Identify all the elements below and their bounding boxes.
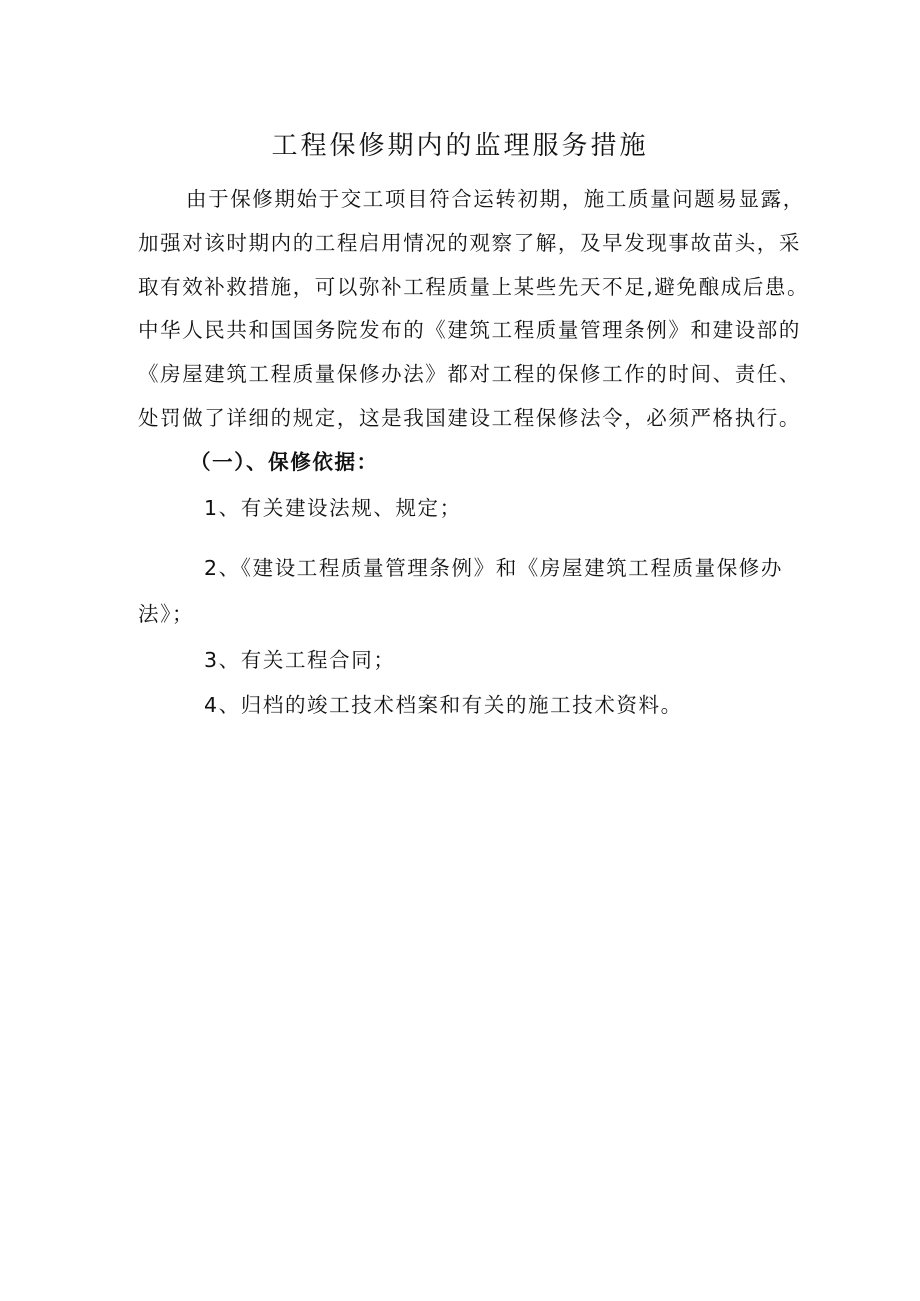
- paragraph-line-1: 由于保修期始于交工项目符合运转初期，施工质量问题易显露，: [186, 187, 805, 211]
- paragraph-line-2: 加强对该时期内的工程启用情况的观察了解，及早发现事故苗头，采: [138, 231, 801, 255]
- paragraph-line-5: 《房屋建筑工程质量保修办法》都对工程的保修工作的时间、责任、: [138, 362, 801, 386]
- list-item-4: 4、归档的竣工技术档案和有关的施工技术资料。: [204, 693, 683, 717]
- list-item-1: 1、有关建设法规、规定；: [204, 496, 462, 520]
- list-item-3: 3、有关工程合同；: [204, 648, 396, 672]
- paragraph-line-6: 处罚做了详细的规定，这是我国建设工程保修法令，必须严格执行。: [138, 406, 801, 430]
- section-heading: （一）、保修依据：: [190, 450, 379, 474]
- paragraph-line-3: 取有效补救措施，可以弥补工程质量上某些先天不足,避免酿成后患。: [138, 275, 810, 299]
- document-title: 工程保修期内的监理服务措施: [271, 131, 649, 161]
- paragraph-line-4: 中华人民共和国国务院发布的《建筑工程质量管理条例》和建设部的: [138, 318, 801, 342]
- list-item-2-continued: 法》；: [138, 602, 195, 626]
- list-item-2: 2、《建设工程质量管理条例》和《房屋建筑工程质量保修办: [204, 556, 783, 580]
